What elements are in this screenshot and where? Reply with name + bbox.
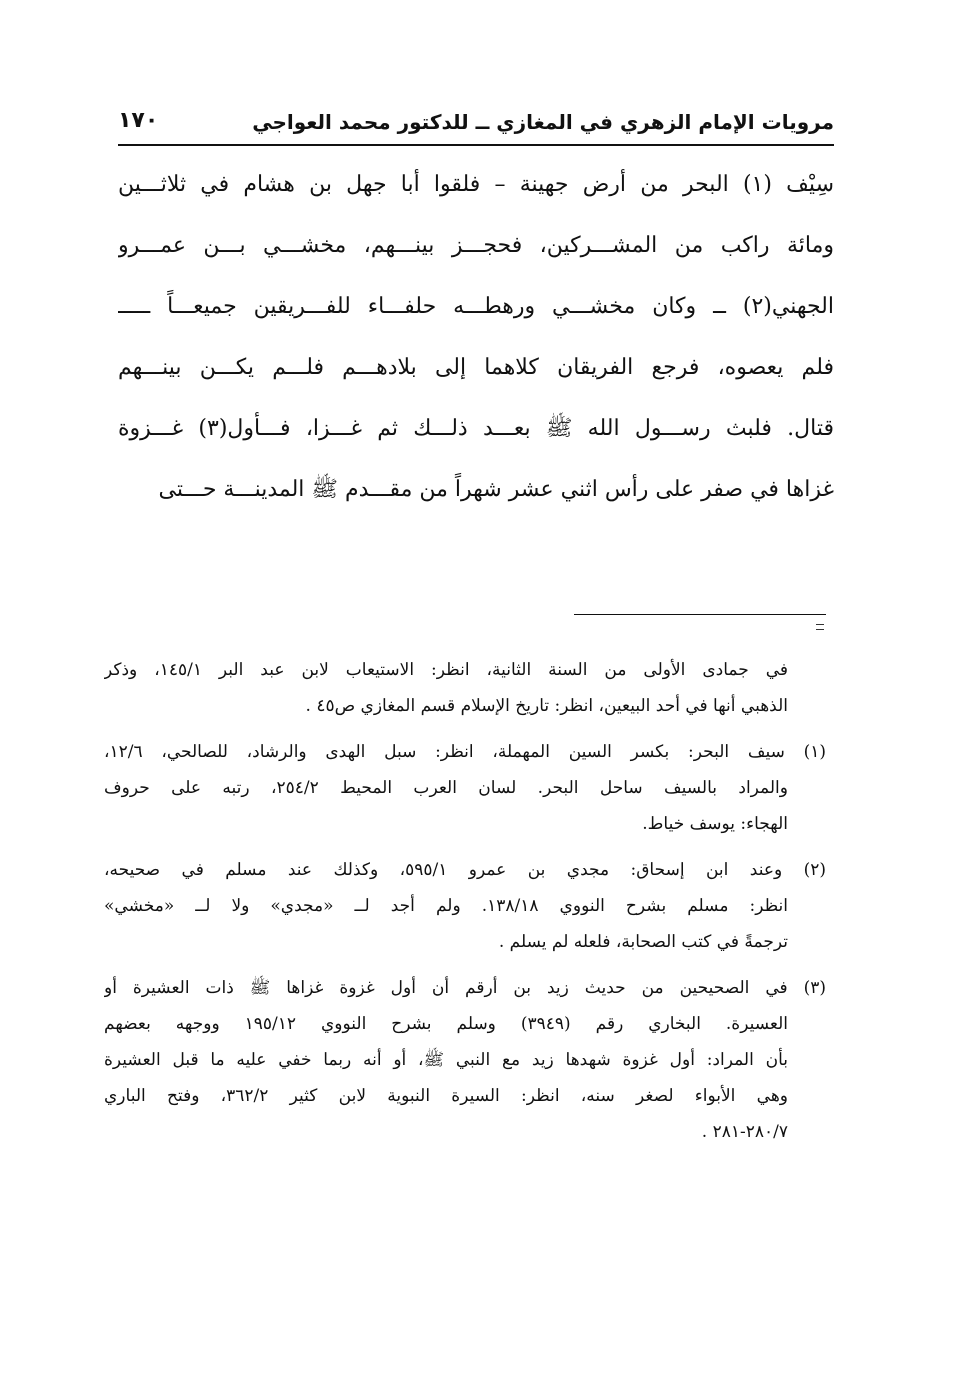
- footnote-line: العسيرة. البخاري رقم (٣٩٤٩) وسلم بشرح النووي ١٩٥/١٢ ووجهه بعضهم: [104, 1014, 788, 1034]
- main-text: [118, 154, 834, 520]
- body-line: سِيْف (١) البحر من أرض جهينة – فلقوا أبا جهل بن هشام في ثلاثـــين: [118, 172, 834, 197]
- body-line: غزاها في صفر على رأس اثني عشر شهراً من مقـــدم ﷺ المدينـــة حـــتى: [158, 477, 834, 502]
- footnote-line: ترجمةً في كتب الصحابة، فلعله لم يسلم .: [498, 932, 788, 952]
- footnote-line: الذهبي أنها في أحد البيعين، انظر: تاريخ الإسلام قسم المغازي ص٤٥ .: [305, 696, 788, 716]
- body-line: قتال. فلبث رســـول الله ﷺ بعـــد ذلـــك ثم غـــزا، فـــأول(٣) غـــزوة: [118, 416, 834, 441]
- footnote-line: انظر: مسلم بشرح النووي ١٣٨/١٨. ولم أجد لــ «مجدي» ولا لــ «مخشي»: [104, 896, 788, 916]
- body-line: ومائة راكب من المشـــركين، فحجـــز بينـــهم، مخشـــي بـــن عمـــرو: [118, 233, 834, 258]
- header-rule: [118, 144, 834, 146]
- footnote-line: الهجاء: يوسف خياط.: [642, 814, 788, 834]
- continuation-mark: [816, 624, 824, 630]
- footnote-separator: [574, 614, 826, 615]
- body-line: فلم يعصوه، فرجع الفريقان كلاهما إلى بلادهـــم فلـــم يكـــن بينـــهم: [118, 355, 834, 380]
- footnote-1: [104, 734, 826, 842]
- footnote-line: والمراد بالسيف ساحل البحر. لسان العرب المحيط ٢٥٤/٢، رتبه على حروف: [104, 778, 788, 798]
- footnote-3: [104, 970, 826, 1150]
- footnote-continuation: [104, 652, 826, 724]
- page-number: ١٧٠: [118, 108, 159, 133]
- header-title: مرويات الإمام الزهري في المغازي ــ للدكتور محمد العواجي: [252, 110, 834, 134]
- body-line: الجهني(٢) ــ وكان مخشـــي ورهطـــه حلفـــاء للفـــريقين جميعـــاً ـــــ: [118, 294, 834, 319]
- running-header: [118, 104, 834, 144]
- footnote-line: (١) سيف البحر: بكسر السين المهملة، انظر: سبل الهدى والرشاد، للصالحي، ١٢/٦،: [104, 742, 826, 762]
- footnote-line: ٢٨٠/٧-٢٨١ .: [701, 1122, 788, 1142]
- footnote-2: [104, 852, 826, 960]
- footnote-line: بأن المراد: أول غزوة شهدها زيد مع النبي ﷺ، أو أنه ربما خفي عليه ما قبل العشيرة: [104, 1050, 788, 1070]
- footnotes: [104, 652, 826, 1150]
- footnote-line: (٢) وعند ابن إسحاق: مجدي بن عمرو ٥٩٥/١، وكذلك عند مسلم في صحيحه،: [104, 860, 826, 880]
- footnote-line: (٣) في الصحيحين من حديث زيد بن أرقم أن أول غزوة غزاها ﷺ ذات العشيرة أو: [104, 978, 826, 998]
- footnote-line: وهي الأبواء لصغر سنه، انظر: السيرة النبوية لابن كثير ٣٦٢/٢، وفتح الباري: [104, 1086, 788, 1106]
- footnote-line: في جمادى الأولى من السنة الثانية، انظر: الاستيعاب لابن عبد البر ١٤٥/١، وذكر: [104, 660, 788, 680]
